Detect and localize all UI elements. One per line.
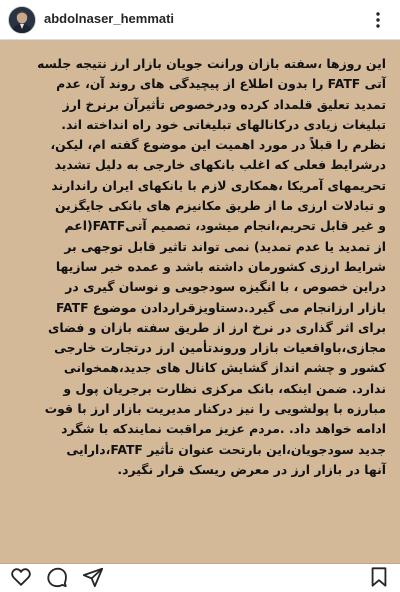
post-text-line: تحریمهای آمریکا ،همکاری لازم با بانکهای ایران راندارند [51, 177, 386, 193]
post-text-line: از تمدید یا عدم تمدید) نمی تواند تاثیر قابل توجهی بر [64, 238, 386, 254]
profile-avatar[interactable] [8, 6, 36, 34]
post-text-line: آنها در بازار ارز در معرض ریسک قرار نگیرد. [117, 461, 386, 477]
post-text-line: شرایط ارزی کشورمان داشته باشد و عمده خبر سازیها [55, 258, 386, 274]
post-text-line: بازار ارزانجام می گیرد.دستاویزقراردادن موضوع FATF [55, 299, 386, 315]
post-text-line: ادامه خواهد داد. .مردم عزیز مراقبت نمایندکه با شگرد [61, 421, 386, 437]
post-text-line: و تبادلات ارزی ما از طریق مکانیزم های بانکی جایگزین [55, 198, 386, 214]
post-text-line: تمدید تعلیق قلمداد کرده ودرخصوص تأثیرآن برنرخ ارز [62, 96, 386, 112]
username[interactable]: abdolnaser_hemmati [44, 11, 175, 26]
post-text-line: دراین خصوص ، با انگیزه سودجویی و نوسان گیری در [65, 279, 386, 295]
post-text-line: نظرم را قبلاً در مورد اهمیت این موضوع گفته ام، لیکن، [50, 137, 386, 153]
post-text-line: مبارزه با پولشویی را نیز درکنار مدیریت بازار ارز با قوت [44, 401, 386, 417]
post-text-line: ندارد. ضمن اینکه، بانک مرکزی نظارت برجریان پول و [63, 380, 386, 396]
post-header [0, 0, 400, 40]
post-text-line: درشرایط فعلی که اغلب بانکهای خارجی به دلیل تشدید [54, 157, 386, 173]
post-text-line: آتی FATF را بدون اطلاع از پیچیدگی های روند آن، عدم [56, 76, 386, 92]
share-icon[interactable] [82, 566, 104, 588]
post-text-line: و غیر قابل تحریم،انجام میشود، تصمیم آتیFATF(اعم [64, 218, 386, 234]
bookmark-icon[interactable] [368, 566, 390, 588]
post-text-line: تبلیغات زیادی درکانالهای تبلیغاتی خود راه انداخته اند. [61, 116, 386, 132]
post-image[interactable] [0, 40, 400, 564]
post-action-bar [0, 564, 400, 588]
post-text-line: جدید سودجویان،این بارتحت عنوان تأثیر FATF،دارایی [66, 441, 386, 457]
heart-icon[interactable] [10, 566, 32, 588]
post-text-line: مجازی،باواقعیات بازار وروندتأمین ارز درتجارت خارجی [54, 340, 386, 356]
comment-icon[interactable] [46, 566, 68, 588]
avatar-portrait-icon [9, 7, 35, 33]
more-options-icon[interactable] [368, 8, 388, 32]
post-text-block [14, 54, 386, 480]
post-text-line: برای اثر گذاری در نرخ ارز از طریق سفته بازان و فضای [48, 319, 386, 335]
post-text-line: کشور و چشم انداز گشایش کانال های جدید،همخوانی [63, 360, 386, 376]
post-text-line: این روزها ،سفته بازان ورانت جویان بازار ارز نتیجه جلسه [37, 56, 386, 71]
